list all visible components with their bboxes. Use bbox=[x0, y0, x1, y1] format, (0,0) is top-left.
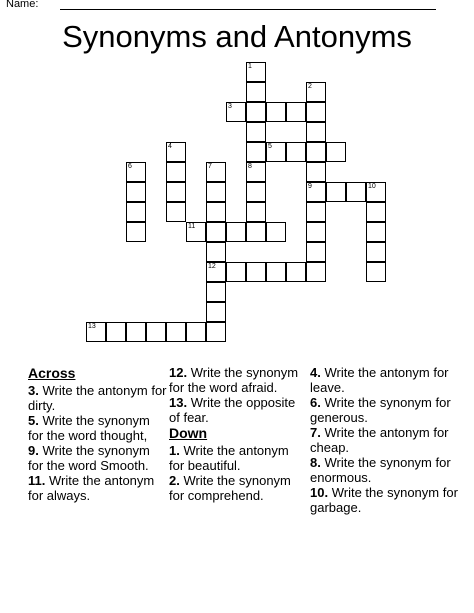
page-title: Synonyms and Antonyms bbox=[62, 19, 412, 54]
grid-cell[interactable] bbox=[206, 302, 226, 322]
grid-cell[interactable] bbox=[206, 282, 226, 302]
grid-cell[interactable] bbox=[326, 182, 346, 202]
grid-cell[interactable] bbox=[366, 202, 386, 222]
clue-number: 12. bbox=[169, 365, 188, 380]
clue-down-1 bbox=[169, 443, 307, 473]
clue-text: Write the synonym for enormous. bbox=[310, 455, 451, 485]
grid-cell[interactable] bbox=[166, 322, 186, 342]
grid-cell[interactable] bbox=[246, 202, 266, 222]
cell-number: 9 bbox=[308, 183, 312, 190]
grid-cell[interactable] bbox=[206, 222, 226, 242]
grid-cell[interactable] bbox=[246, 102, 266, 122]
cell-number: 5 bbox=[268, 143, 272, 150]
clue-text: Write the synonym for generous. bbox=[310, 395, 451, 425]
grid-cell[interactable] bbox=[246, 62, 266, 82]
grid-cell[interactable] bbox=[286, 142, 306, 162]
clue-text: Write the antonym for leave. bbox=[310, 365, 449, 395]
clue-text: Write the antonym for beautiful. bbox=[169, 443, 289, 473]
clue-down-4 bbox=[310, 365, 460, 395]
grid-cell[interactable] bbox=[306, 102, 326, 122]
cell-number: 3 bbox=[228, 103, 232, 110]
clue-number: 3. bbox=[28, 383, 39, 398]
grid-cell[interactable] bbox=[366, 242, 386, 262]
grid-cell[interactable] bbox=[86, 322, 106, 342]
clue-down-6 bbox=[310, 395, 460, 425]
clue-number: 9. bbox=[28, 443, 39, 458]
grid-cell[interactable] bbox=[126, 182, 146, 202]
grid-cell[interactable] bbox=[366, 222, 386, 242]
grid-cell[interactable] bbox=[206, 242, 226, 262]
clue-text: Write the synonym for comprehend. bbox=[169, 473, 291, 503]
clue-text: Write the antonym for always. bbox=[28, 473, 155, 503]
clue-number: 11. bbox=[28, 473, 46, 488]
clue-text: Write the opposite of fear. bbox=[169, 395, 296, 425]
cell-number: 10 bbox=[368, 183, 376, 190]
grid-cell[interactable] bbox=[246, 182, 266, 202]
clue-text: Write the synonym for the word thought, bbox=[28, 413, 150, 443]
clue-number: 4. bbox=[310, 365, 321, 380]
grid-cell[interactable] bbox=[206, 322, 226, 342]
cell-number: 8 bbox=[248, 163, 252, 170]
grid-cell[interactable] bbox=[186, 322, 206, 342]
grid-cell[interactable] bbox=[186, 222, 206, 242]
cell-number: 4 bbox=[168, 143, 172, 150]
cell-number: 6 bbox=[128, 163, 132, 170]
grid-cell[interactable] bbox=[246, 222, 266, 242]
clue-number: 10. bbox=[310, 485, 329, 500]
grid-cell[interactable] bbox=[246, 162, 266, 182]
grid-cell[interactable] bbox=[266, 142, 286, 162]
grid-cell[interactable] bbox=[306, 242, 326, 262]
across-heading: Across bbox=[28, 365, 76, 381]
clue-number: 13. bbox=[169, 395, 188, 410]
grid-cell[interactable] bbox=[126, 222, 146, 242]
grid-cell[interactable] bbox=[306, 182, 326, 202]
cell-number: 2 bbox=[308, 83, 312, 90]
grid-cell[interactable] bbox=[126, 162, 146, 182]
grid-cell[interactable] bbox=[246, 262, 266, 282]
grid-cell[interactable] bbox=[126, 322, 146, 342]
grid-cell[interactable] bbox=[166, 142, 186, 162]
grid-cell[interactable] bbox=[166, 162, 186, 182]
grid-cell[interactable] bbox=[306, 222, 326, 242]
grid-cell[interactable] bbox=[146, 322, 166, 342]
clues-column-2 bbox=[169, 365, 307, 503]
clue-text: Write the synonym for the word afraid. bbox=[169, 365, 299, 395]
clue-text: Write the synonym for garbage. bbox=[310, 485, 458, 515]
grid-cell[interactable] bbox=[226, 222, 246, 242]
grid-cell[interactable] bbox=[226, 262, 246, 282]
clue-across-12 bbox=[169, 365, 307, 395]
clue-down-8 bbox=[310, 455, 460, 485]
clue-down-10 bbox=[310, 485, 460, 515]
clue-across-13 bbox=[169, 395, 307, 425]
grid-cell[interactable] bbox=[266, 262, 286, 282]
grid-cell[interactable] bbox=[306, 122, 326, 142]
clue-number: 7. bbox=[310, 425, 321, 440]
cell-number: 1 bbox=[248, 63, 252, 70]
down-heading: Down bbox=[169, 425, 208, 441]
cell-number: 13 bbox=[88, 323, 96, 330]
grid-cell[interactable] bbox=[206, 262, 226, 282]
grid-cell[interactable] bbox=[206, 202, 226, 222]
clue-text: Write the antonym for dirty. bbox=[28, 383, 167, 413]
cell-number: 12 bbox=[208, 263, 216, 270]
grid-cell[interactable] bbox=[326, 142, 346, 162]
grid-cell[interactable] bbox=[306, 142, 326, 162]
cell-number: 7 bbox=[208, 163, 212, 170]
grid-cell[interactable] bbox=[306, 162, 326, 182]
grid-cell[interactable] bbox=[266, 102, 286, 122]
cell-number: 11 bbox=[188, 223, 196, 230]
grid-cell[interactable] bbox=[306, 202, 326, 222]
grid-cell[interactable] bbox=[306, 82, 326, 102]
grid-cell[interactable] bbox=[286, 102, 306, 122]
grid-cell[interactable] bbox=[366, 182, 386, 202]
grid-cell[interactable] bbox=[246, 122, 266, 142]
grid-cell[interactable] bbox=[246, 82, 266, 102]
clue-down-7 bbox=[310, 425, 460, 455]
grid-cell[interactable] bbox=[346, 182, 366, 202]
grid-cell[interactable] bbox=[366, 262, 386, 282]
grid-cell[interactable] bbox=[246, 142, 266, 162]
grid-cell[interactable] bbox=[266, 222, 286, 242]
clue-across-9 bbox=[28, 443, 168, 473]
clue-number: 2. bbox=[169, 473, 180, 488]
grid-cell[interactable] bbox=[206, 182, 226, 202]
grid-cell[interactable] bbox=[106, 322, 126, 342]
name-label: Name: bbox=[6, 0, 39, 10]
clue-down-2 bbox=[169, 473, 307, 503]
grid-cell[interactable] bbox=[166, 182, 186, 202]
clue-across-5 bbox=[28, 413, 168, 443]
clue-number: 6. bbox=[310, 395, 321, 410]
clue-text: Write the antonym for cheap. bbox=[310, 425, 449, 455]
grid-cell[interactable] bbox=[286, 262, 306, 282]
clue-across-11 bbox=[28, 473, 168, 503]
grid-cell[interactable] bbox=[226, 102, 246, 122]
clue-across-3 bbox=[28, 383, 168, 413]
clues-column-3 bbox=[310, 365, 460, 515]
grid-cell[interactable] bbox=[206, 162, 226, 182]
grid-cell[interactable] bbox=[306, 262, 326, 282]
clue-number: 8. bbox=[310, 455, 321, 470]
clue-text: Write the synonym for the word Smooth. bbox=[28, 443, 150, 473]
clue-number: 5. bbox=[28, 413, 39, 428]
grid-cell[interactable] bbox=[126, 202, 146, 222]
clues-column-1 bbox=[28, 365, 168, 503]
clue-number: 1. bbox=[169, 443, 180, 458]
grid-cell[interactable] bbox=[166, 202, 186, 222]
